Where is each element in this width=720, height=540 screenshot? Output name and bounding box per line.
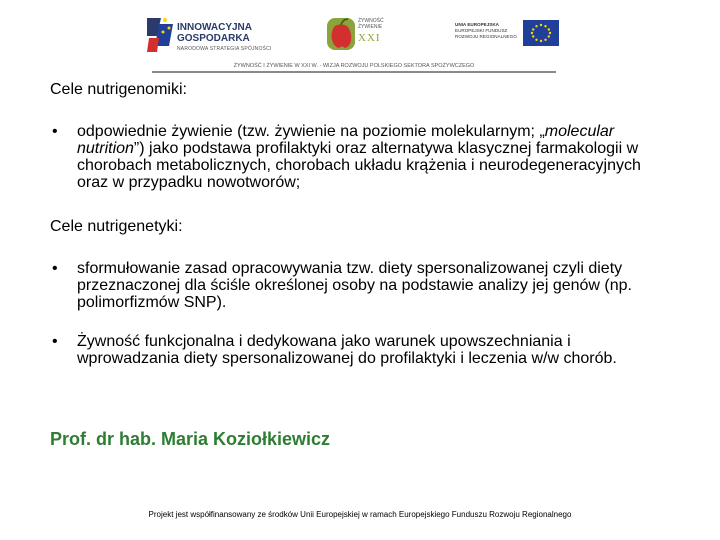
slide-content bbox=[50, 80, 670, 367]
logo-left-line2: GOSPODARKA bbox=[177, 33, 250, 44]
eu-text-line2: EUROPEJSKI FUNDUSZ bbox=[455, 28, 508, 33]
header-logos bbox=[0, 0, 720, 80]
logo-mid-line1: ŻYWNOŚĆ bbox=[358, 18, 384, 24]
bullet-marker: • bbox=[52, 260, 58, 277]
bullet-text-part: odpowiednie żywienie (tzw. żywienie na poziomie molekularnym; „ bbox=[77, 123, 545, 140]
eu-text-line3: ROZWOJU REGIONALNEGO bbox=[455, 34, 517, 39]
footer-funding-note: Projekt jest współfinansowany ze środków Unii Europejskiej w ramach Europejskiego Funduszu Rozwoju Regionalnego bbox=[148, 510, 572, 519]
section-title-nutrigenetics: Cele nutrigenetyki: bbox=[50, 218, 183, 235]
innowacyjna-gospodarka-wordmark bbox=[177, 22, 252, 44]
logo-mid-words bbox=[358, 18, 384, 30]
bullet-text bbox=[77, 123, 667, 191]
bullet-text-italic: molecular nutrition bbox=[77, 123, 615, 157]
bullet-text: Żywność funkcjonalna i dedykowana jako warunek upowszechniania i wprowadzania diety spersonalizowanej do profilaktyki i leczenia w/w chorób. bbox=[77, 333, 617, 367]
bullet-text: sformułowanie zasad opracowywania tzw. diety spersonalizowanej czyli diety przeznaczonej dla ściśle określonej osoby na podstawie analizy jej genów (np. polimorfizmów SNP). bbox=[77, 260, 632, 311]
innowacyjna-gospodarka-logo bbox=[145, 14, 272, 54]
logo-mid-line2: ŻYWIENIE bbox=[358, 24, 383, 30]
bullet-item bbox=[50, 260, 670, 311]
apple-emblem-icon bbox=[325, 14, 357, 54]
bullet-text-part: ”) jako podstawa profilaktyki oraz alternatywa klasycznej farmakologii w chorobach metabolicznych, chorobach układu krążenia i neurodegeneracyjnych oraz w przypadku nowotworów; bbox=[77, 140, 641, 191]
author-name: Prof. dr hab. Maria Koziołkiewicz bbox=[50, 429, 331, 449]
innowacyjna-gospodarka-emblem-icon bbox=[145, 14, 175, 54]
eu-text-line1: UNIA EUROPEJSKA bbox=[455, 22, 499, 27]
logo-left-line1: INNOWACYJNA bbox=[177, 22, 253, 33]
bullet-marker: • bbox=[52, 123, 58, 140]
bullet-item bbox=[50, 333, 670, 367]
header-divider bbox=[152, 71, 556, 73]
eu-erdf-logo bbox=[455, 20, 565, 50]
zywnosc-zywienie-logo bbox=[325, 14, 395, 56]
eu-text bbox=[455, 22, 517, 40]
bullet-item bbox=[50, 123, 670, 191]
section-title-nutrigenomics: Cele nutrigenomiki: bbox=[50, 81, 187, 98]
header-subtitle: ŻYWNOŚĆ I ŻYWIENIE W XXI W. - WIZJA ROZWOJU POLSKIEGO SEKTORA SPOŻYWCZEGO bbox=[233, 63, 475, 69]
eu-flag-icon bbox=[523, 20, 559, 46]
logo-left-subtitle: NARODOWA STRATEGIA SPÓJNOŚCI bbox=[177, 46, 272, 52]
logo-mid-numeral: XXI bbox=[358, 32, 381, 44]
bullet-marker: • bbox=[52, 333, 58, 350]
